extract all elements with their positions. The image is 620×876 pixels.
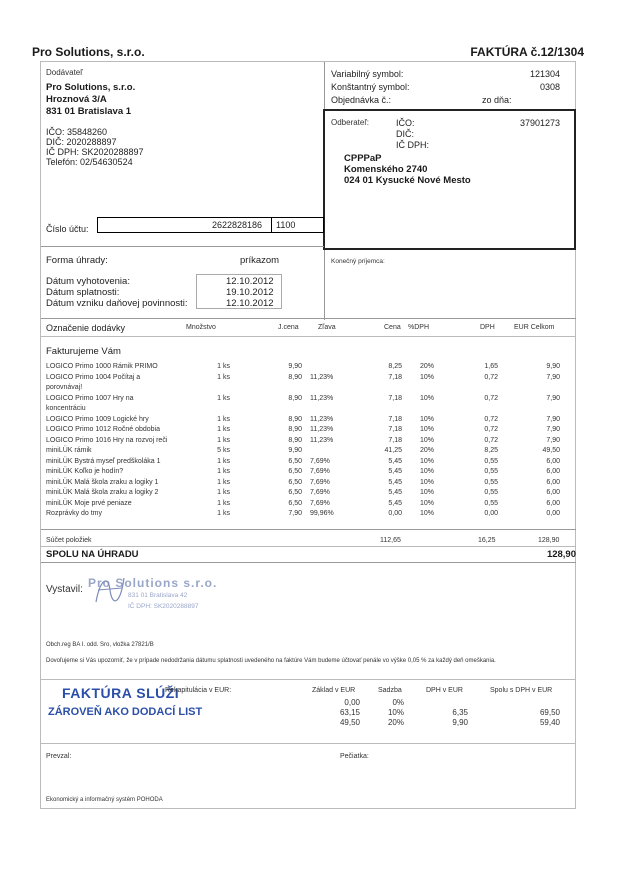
row-s: 0,00: [546, 510, 560, 517]
row-description: LOGICO Primo 1004 Počítaj a: [46, 373, 141, 381]
due-value: 19.10.2012: [226, 287, 274, 298]
supplier-city: 831 01 Bratislava 1: [46, 106, 132, 117]
recap-vat: 6,35: [452, 708, 468, 717]
row-s: 7,90: [546, 394, 560, 402]
row-t: 0,55: [484, 468, 498, 475]
penalty-note: Dovoľujeme si Vás upozorniť, že v prípade nedodržania dátumu splatnosti uvedeného na faktúre Vám budeme účtovať penále vo výške 0,05 % za každý deň omeškania.: [46, 658, 496, 664]
table-row: [46, 395, 566, 405]
supplier-label: Dodávateľ: [46, 68, 83, 77]
pay-label: SPOLU NA ÚHRADU: [46, 549, 139, 560]
table-row-continuation: [46, 405, 566, 415]
recap-vat: 9,90: [452, 718, 468, 727]
table-section-title: Fakturujeme Vám: [46, 346, 121, 357]
sum-total: 128,90: [538, 537, 560, 544]
row-p: 8,90: [288, 394, 302, 402]
recap-bottom-rule: [41, 743, 576, 744]
issued-label: Dátum vyhotovenia:: [46, 276, 130, 287]
row-q: 1 ks: [217, 363, 230, 370]
row-z: 11,23%: [310, 373, 334, 381]
company-stamp-vat: IČ DPH: SK2020288897: [128, 603, 199, 610]
row-p: 6,50: [288, 499, 302, 507]
row-s: 7,90: [546, 415, 560, 423]
software-label: Ekonomický a informačný systém POHODA: [46, 797, 163, 803]
row-v: 10%: [419, 436, 434, 444]
row-p: 6,50: [288, 478, 302, 486]
account-divider: [271, 218, 272, 232]
row-description: LOGICO Primo 1009 Logické hry: [46, 415, 149, 423]
row-v: 10%: [419, 489, 434, 496]
row-description: miniLÜK Malá škola zraku a logiky 2: [46, 489, 159, 496]
due-label: Dátum splatnosti:: [46, 287, 120, 298]
recap-row: [46, 698, 566, 708]
row-t: 0,72: [484, 373, 498, 381]
col-header-discount: Zľava: [318, 324, 336, 331]
customer-city: 024 01 Kysucké Nové Mesto: [344, 175, 471, 186]
row-t: 0,72: [484, 436, 498, 444]
order-date-label: zo dňa:: [482, 95, 512, 105]
col-header-vatrate: %DPH: [408, 324, 430, 331]
row-t: 0,55: [484, 478, 498, 486]
recap-header-vat: DPH v EUR: [426, 687, 463, 694]
row-t: 0,55: [484, 457, 498, 465]
order-label: Objednávka č.:: [331, 95, 392, 105]
payment-form-value: príkazom: [240, 255, 280, 266]
row-c: 7,18: [388, 394, 402, 402]
row-v: 10%: [419, 478, 434, 486]
row-z: 11,23%: [310, 394, 334, 402]
table-header-rule: [41, 336, 576, 337]
row-q: 1 ks: [217, 499, 230, 507]
company-name: Pro Solutions, s.r.o.: [32, 45, 145, 59]
signature-icon: [90, 570, 130, 610]
issuer-label: Vystavil:: [46, 584, 83, 595]
row-v: 10%: [419, 373, 434, 381]
row-z: 7,69%: [310, 478, 330, 486]
row-description: miniLÜK Malá škola zraku a logiky 1: [46, 478, 159, 486]
row-s: 9,90: [546, 363, 560, 370]
row-q: 1 ks: [217, 468, 230, 475]
received-label: Prevzal:: [46, 753, 72, 760]
col-header-total: EUR Celkom: [514, 324, 555, 331]
row-description-line2: porovnávaj!: [46, 384, 83, 391]
supplier-name: Pro Solutions, s.r.o.: [46, 82, 136, 93]
row-c: 5,45: [388, 489, 402, 496]
row-z: 11,23%: [310, 426, 334, 433]
recap-rate: 20%: [387, 718, 404, 727]
recap-total: 69,50: [539, 708, 560, 717]
row-c: 7,18: [388, 415, 402, 423]
row-s: 6,00: [546, 489, 560, 496]
col-header-item: Označenie dodávky: [46, 323, 126, 333]
seal-label: Pečiatka:: [340, 753, 369, 760]
row-c: 5,45: [388, 499, 402, 507]
row-v: 10%: [419, 415, 434, 423]
recap-row: [46, 718, 566, 728]
recap-base: 63,15: [339, 708, 360, 717]
row-c: 7,18: [388, 426, 402, 433]
row-description: LOGICO Primo 1012 Ročné obdobia: [46, 426, 161, 433]
table-row: [46, 416, 566, 426]
row-t: 0,72: [484, 426, 498, 433]
row-t: 0,72: [484, 394, 498, 402]
table-row: [46, 468, 566, 478]
table-row: [46, 510, 566, 520]
table-row: [46, 363, 566, 373]
row-description: miniLÜK Bystrá myseľ predškoláka 1: [46, 457, 161, 465]
supplier-dic: DIČ: 2020288897: [46, 137, 117, 147]
recap-top-rule: [41, 679, 576, 680]
table-row: [46, 437, 566, 447]
recap-total: 59,40: [539, 718, 560, 727]
recap-rate: 0%: [392, 698, 404, 707]
row-p: 9,90: [288, 363, 302, 370]
row-p: 8,90: [288, 373, 302, 381]
col-header-vat: DPH: [480, 324, 495, 331]
tax-date-value: 12.10.2012: [226, 298, 274, 309]
row-s: 6,00: [546, 457, 560, 465]
sum-rule: [41, 529, 576, 530]
constant-symbol-label: Konštantný symbol:: [331, 82, 410, 92]
col-header-unitprice: J.cena: [278, 324, 299, 331]
col-header-price: Cena: [384, 324, 401, 331]
table-row: [46, 500, 566, 510]
pay-total: 128,90: [546, 549, 576, 560]
company-stamp-address: 831 01 Bratislava 42: [128, 592, 188, 599]
row-description: miniLÜK Moje prvé peniaze: [46, 499, 132, 507]
row-v: 10%: [419, 426, 434, 433]
row-z: 11,23%: [310, 415, 334, 423]
recap-row: [46, 708, 566, 718]
row-v: 10%: [419, 457, 434, 465]
supplier-street: Hroznová 3/A: [46, 94, 107, 105]
recap-header-base: Základ v EUR: [312, 687, 356, 694]
recap-label: Rekapitulácia v EUR:: [165, 687, 232, 694]
row-z: 99,96%: [310, 510, 334, 517]
row-q: 1 ks: [217, 510, 230, 517]
row-t: 8,25: [484, 447, 498, 454]
row-z: 7,69%: [310, 489, 330, 496]
row-s: 7,90: [546, 426, 560, 433]
row-t: 0,72: [484, 415, 498, 423]
supplier-phone: Telefón: 02/54630524: [46, 157, 133, 167]
row-p: 8,90: [288, 415, 302, 423]
row-s: 7,90: [546, 373, 560, 381]
customer-dic-label: DIČ:: [396, 129, 414, 139]
sum-vat: 16,25: [478, 537, 496, 544]
row-v: 10%: [419, 468, 434, 475]
table-row: [46, 479, 566, 489]
customer-icdph-label: IČ DPH:: [396, 140, 430, 150]
supplier-icdph: IČ DPH: SK2020288897: [46, 147, 144, 157]
dates-box: [196, 274, 282, 309]
customer-ico-label: IČO:: [396, 118, 415, 128]
table-row-continuation: [46, 384, 566, 394]
table-top-rule: [41, 318, 576, 319]
table-row: [46, 489, 566, 499]
row-t: 0,55: [484, 499, 498, 507]
row-c: 0,00: [388, 510, 402, 517]
table-row: [46, 458, 566, 468]
row-c: 8,25: [388, 363, 402, 370]
row-p: 8,90: [288, 426, 302, 433]
payment-form-label: Forma úhrady:: [46, 255, 108, 266]
variable-symbol-label: Variabilný symbol:: [331, 69, 404, 79]
bank-code: 1100: [276, 220, 296, 230]
register-note: Obch.reg BA I. odd. Sro, vložka 27821/B: [46, 642, 154, 648]
row-q: 5 ks: [217, 447, 230, 454]
sum-label: Súčet položiek: [46, 537, 92, 544]
row-t: 1,65: [484, 363, 498, 370]
row-s: 7,90: [546, 436, 560, 444]
row-s: 6,00: [546, 468, 560, 475]
row-s: 6,00: [546, 499, 560, 507]
row-description: LOGICO Primo 1000 Rámik PRIMO: [46, 363, 158, 370]
recap-header-total: Spolu s DPH v EUR: [490, 687, 553, 694]
row-v: 20%: [419, 447, 434, 454]
row-p: 6,50: [288, 489, 302, 496]
variable-symbol-value: 121304: [529, 69, 560, 79]
row-description: LOGICO Primo 1007 Hry na: [46, 394, 134, 402]
row-z: 7,69%: [310, 457, 330, 465]
customer-street: Komenského 2740: [344, 164, 428, 175]
row-t: 0,55: [484, 489, 498, 496]
row-z: 11,23%: [310, 436, 334, 444]
row-v: 10%: [419, 394, 434, 402]
delivery-note-stamp-line2: ZÁROVEŇ AKO DODACÍ LIST: [48, 706, 203, 718]
row-description: miniLÜK Koľko je hodín?: [46, 468, 124, 475]
row-z: 7,69%: [310, 499, 330, 507]
account-number: 2622828186: [212, 220, 263, 230]
row-v: 10%: [419, 510, 434, 517]
row-q: 1 ks: [217, 489, 230, 496]
row-p: 6,50: [288, 468, 302, 475]
supplier-ico: IČO: 35848260: [46, 127, 108, 137]
row-p: 6,50: [288, 457, 302, 465]
table-row: [46, 374, 566, 384]
delivery-note-stamp-line1: FAKTÚRA SLÚŽI: [62, 685, 180, 701]
issued-value: 12.10.2012: [226, 276, 274, 287]
recap-header-rate: Sadzba: [378, 687, 402, 694]
row-c: 7,18: [388, 373, 402, 381]
row-q: 1 ks: [217, 426, 230, 433]
row-s: 6,00: [546, 478, 560, 486]
row-q: 1 ks: [217, 415, 230, 423]
row-s: 49,50: [542, 447, 560, 454]
row-description: LOGICO Primo 1016 Hry na rozvoj reči: [46, 436, 168, 444]
row-c: 7,18: [388, 436, 402, 444]
recap-rate: 10%: [387, 708, 404, 717]
row-z: 7,69%: [310, 468, 330, 475]
row-t: 0,00: [484, 510, 498, 517]
row-description: Rozprávky do tmy: [46, 510, 103, 517]
table-row: [46, 426, 566, 436]
customer-ico-value: 37901273: [519, 118, 560, 128]
row-q: 1 ks: [217, 457, 230, 465]
row-c: 5,45: [388, 457, 402, 465]
row-description: miniLÜK rámik: [46, 447, 92, 454]
row-p: 8,90: [288, 436, 302, 444]
row-c: 5,45: [388, 468, 402, 475]
final-recipient-label: Konečný príjemca:: [331, 258, 385, 265]
row-v: 20%: [419, 363, 434, 370]
customer-label: Odberateľ:: [331, 118, 369, 127]
row-q: 1 ks: [217, 478, 230, 486]
sum-price: 112,65: [380, 537, 401, 544]
pay-bottom-rule: [41, 562, 576, 563]
recap-base: 0,00: [344, 698, 360, 707]
recap-base: 49,50: [339, 718, 360, 727]
invoice-title: FAKTÚRA č.12/1304: [470, 45, 584, 59]
row-q: 1 ks: [217, 436, 230, 444]
row-c: 41,25: [384, 447, 402, 454]
table-row: [46, 447, 566, 457]
row-q: 1 ks: [217, 394, 230, 402]
col-header-qty: Množstvo: [186, 324, 216, 331]
customer-name: CPPPaP: [344, 153, 382, 164]
company-stamp-name: Pro Solutions s.r.o.: [88, 576, 218, 590]
pay-rule: [41, 546, 576, 547]
row-v: 10%: [419, 499, 434, 507]
account-label: Číslo účtu:: [46, 224, 89, 234]
row-q: 1 ks: [217, 373, 230, 381]
row-p: 9,90: [288, 447, 302, 454]
payment-top-rule: [41, 246, 324, 247]
row-c: 5,45: [388, 478, 402, 486]
row-p: 7,90: [288, 510, 302, 517]
row-description-line2: koncentráciu: [46, 405, 86, 412]
constant-symbol-value: 0308: [539, 82, 560, 92]
tax-date-label: Dátum vzniku daňovej povinnosti:: [46, 298, 188, 309]
